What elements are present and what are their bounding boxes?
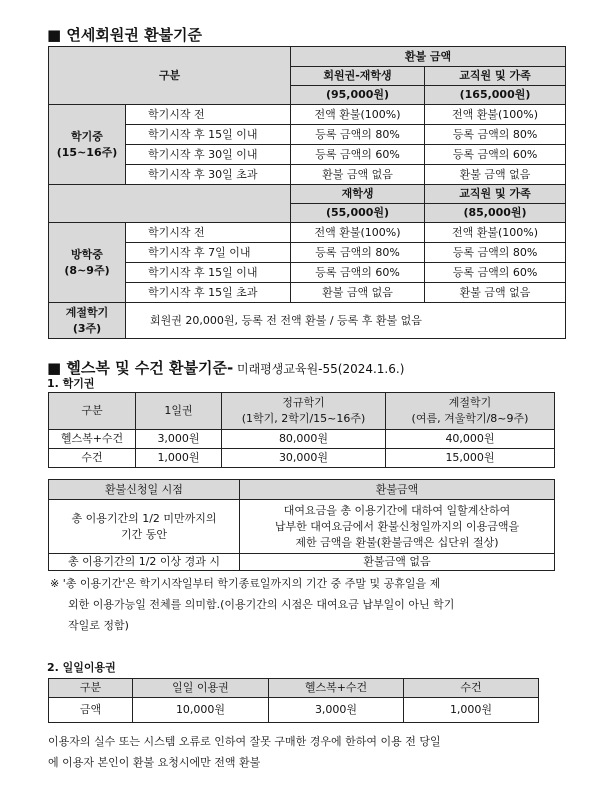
daily-towel-header: 수건 (404, 679, 539, 698)
semester-weeks: (15~16주) (56, 145, 118, 159)
price-item: 수건 (49, 449, 136, 468)
refund-row1-amount-line: 제한 금액을 환불(환불금액은 십단위 절상) (295, 535, 499, 549)
refund-row1-amount-line: 대여요금을 총 이용기간에 대하여 일할계산하여 (283, 503, 511, 517)
membership-refund-table (48, 46, 566, 339)
vacation-label (49, 223, 126, 303)
refund-row1-time (49, 500, 240, 554)
vacation-member: 등록 금액의 60% (291, 263, 425, 283)
semester-staff: 전액 환불(100%) (425, 105, 566, 125)
vac-member-header: 재학생 (291, 185, 425, 204)
staff-header: 교직원 및 가족 (425, 67, 566, 86)
semester-member: 등록 금액의 60% (291, 145, 425, 165)
note-line: 작일로 정함) (68, 619, 129, 632)
vacation-member: 환불 금액 없음 (291, 283, 425, 303)
semester-member: 전액 환불(100%) (291, 105, 425, 125)
price-season-title: 계절학기 (448, 396, 492, 409)
section2-title-row (47, 357, 404, 378)
daily-pass-header: 일일 이용권 (133, 679, 269, 698)
vac-staff-price: (85,000원) (425, 204, 566, 223)
member-header: 회원권-재학생 (291, 67, 425, 86)
gubun-header: 구분 (49, 47, 291, 105)
vacation-staff: 등록 금액의 60% (425, 263, 566, 283)
daily-pass-price: 10,000원 (133, 698, 269, 723)
semester-member: 등록 금액의 80% (291, 125, 425, 145)
semester-staff: 환불 금액 없음 (425, 165, 566, 185)
daily-set-price: 3,000원 (269, 698, 404, 723)
price-season: 40,000원 (386, 430, 555, 449)
vacation-weeks: (8~9주) (64, 263, 110, 277)
season-weeks: (3주) (72, 321, 102, 335)
footer-block (48, 731, 573, 773)
vacation-member: 등록 금액의 80% (291, 243, 425, 263)
semester-period: 학기시작 후 30일 이내 (126, 145, 291, 165)
price-regular: 80,000원 (222, 430, 386, 449)
refund-header: 환불 금액 (291, 47, 566, 67)
season-label-text: 계절학기 (65, 305, 109, 319)
refund-row2-amount: 환불금액 없음 (240, 554, 555, 571)
semester-label-text: 학기중 (71, 129, 103, 143)
daily-set-header: 헬스복+수건 (269, 679, 404, 698)
footer-line: 이용자의 실수 또는 시스템 오류로 인하여 잘못 구매한 경우에 한하여 이용 전 당일 (48, 735, 441, 748)
price-season-note: (여름, 겨울학기/8~9주) (411, 412, 529, 425)
vacation-period: 학기시작 후 15일 초과 (126, 283, 291, 303)
vac-member-price: (55,000원) (291, 204, 425, 223)
daily-label: 금액 (49, 698, 133, 723)
vacation-label-text: 방학중 (71, 247, 103, 261)
towel-refund-table (48, 479, 555, 571)
price-table (48, 392, 555, 468)
note-line: ※ '총 이용기간'은 학기시작일부터 학기종료일까지의 기간 중 주말 및 공휴일을 제 (50, 577, 441, 590)
season-label (49, 303, 126, 339)
semester-label (49, 105, 126, 185)
vacation-period: 학기시작 후 7일 이내 (126, 243, 291, 263)
price-daily: 1,000원 (136, 449, 222, 468)
footer-line: 에 이용자 본인이 환불 요청시에만 전액 환불 (48, 756, 261, 769)
price-daily-header: 1일권 (136, 393, 222, 430)
price-gubun-header: 구분 (49, 393, 136, 430)
note-block (50, 573, 570, 636)
season-text: 회원권 20,000원, 등록 전 전액 환불 / 등록 후 환불 없음 (126, 303, 566, 339)
vacation-staff: 등록 금액의 80% (425, 243, 566, 263)
member-price: (95,000원) (291, 86, 425, 105)
refund-row1-time-line: 기간 동안 (120, 527, 167, 541)
price-regular: 30,000원 (222, 449, 386, 468)
vac-staff-header: 교직원 및 가족 (425, 185, 566, 204)
price-item: 헬스복+수건 (49, 430, 136, 449)
price-daily: 3,000원 (136, 430, 222, 449)
semester-staff: 등록 금액의 80% (425, 125, 566, 145)
refund-row1-amount (240, 500, 555, 554)
staff-price: (165,000원) (425, 86, 566, 105)
refund-time-header: 환불신청일 시점 (49, 480, 240, 500)
vacation-period: 학기시작 후 15일 이내 (126, 263, 291, 283)
semester-period: 학기시작 후 15일 이내 (126, 125, 291, 145)
refund-row1-amount-line: 납부한 대여요금에서 환불신청일까지의 이용금액을 (274, 519, 520, 533)
price-regular-header (222, 393, 386, 430)
vacation-staff: 환불 금액 없음 (425, 283, 566, 303)
refund-amount-header: 환불금액 (240, 480, 555, 500)
refund-row2-time: 총 이용기간의 1/2 이상 경과 시 (49, 554, 240, 571)
semester-period: 학기시작 후 30일 초과 (126, 165, 291, 185)
sub2-title: 2. 일일이용권 (47, 661, 116, 674)
vacation-period: 학기시작 전 (126, 223, 291, 243)
semester-period: 학기시작 전 (126, 105, 291, 125)
section2-title: ■ 헬스복 및 수건 환불기준- (47, 359, 234, 377)
price-season: 15,000원 (386, 449, 555, 468)
vacation-staff: 전액 환불(100%) (425, 223, 566, 243)
price-season-header (386, 393, 555, 430)
semester-member: 환불 금액 없음 (291, 165, 425, 185)
section2-subtitle: 미래평생교육원-55(2024.1.6.) (233, 362, 405, 376)
section1-title: ■ 연세회원권 환불기준 (47, 26, 203, 44)
note-line: 외한 이용가능일 전체를 의미함.(이용기간의 시점은 대여요금 납부일이 아닌 학기 (68, 598, 455, 611)
refund-row1-time-line: 총 이용기간의 1/2 미만까지의 (71, 511, 217, 525)
vacation-member: 전액 환불(100%) (291, 223, 425, 243)
price-regular-note: (1학기, 2학기/15~16주) (241, 412, 366, 425)
daily-gubun-header: 구분 (49, 679, 133, 698)
daily-table (48, 678, 539, 723)
daily-towel-price: 1,000원 (404, 698, 539, 723)
price-regular-title: 정규학기 (282, 396, 325, 409)
semester-staff: 등록 금액의 60% (425, 145, 566, 165)
vacation-blank-header (49, 185, 291, 223)
sub1-title: 1. 학기권 (47, 377, 95, 390)
